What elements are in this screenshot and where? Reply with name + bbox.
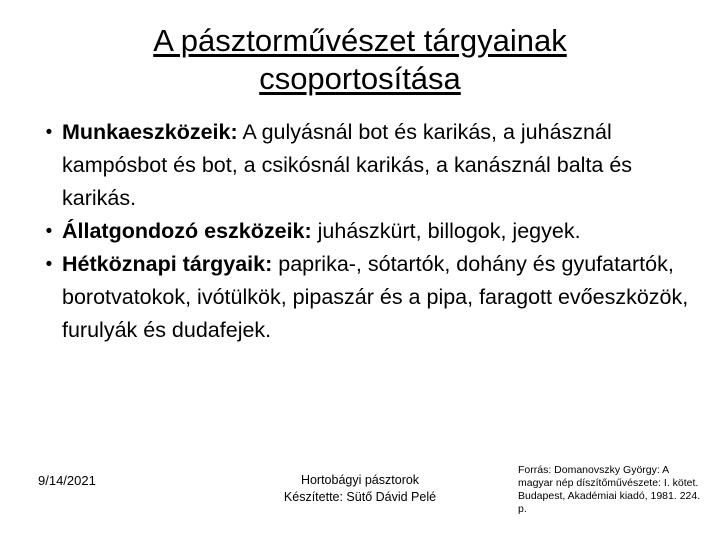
content-body [0, 116, 720, 347]
list-item-rest: A gulyásnál bot és karikás, a juhásznál kampósbot és bot, a csikósnál karikás, a kanásznál balta és karikás. [62, 120, 633, 210]
list-item-text [62, 215, 694, 248]
list-item-text [62, 116, 694, 215]
footer-center-line-2: Készítette: Sütő Dávid Pelé [283, 490, 437, 504]
list-item-lead: Hétköznapi tárgyaik: [62, 252, 273, 276]
bullet-icon: • [45, 254, 53, 275]
footer-date: 9/14/2021 [38, 473, 96, 488]
bullet-icon: • [45, 122, 53, 143]
slide-footer [0, 464, 720, 526]
bullet-icon: • [45, 221, 53, 242]
footer-source: Forrás: Domanovszky György: A magyar nép díszítőművészete: I. kötet. Budapest, Akadémiai kiadó, 1981. 224. p. [518, 464, 701, 515]
list-item [36, 248, 694, 347]
list-item [36, 215, 694, 248]
list-item-rest: juhászkürt, billogok, jegyek. [311, 219, 581, 243]
title-line-2: csoportosítása [259, 61, 461, 96]
list-item [36, 116, 694, 215]
footer-center-line-1: Hortobágyi pásztorok [300, 473, 420, 487]
list-item-text [62, 248, 694, 347]
list-item-rest: paprika-, sótartók, dohány és gyufatartók, borotvatokok, ivótülkök, pipaszár és a pipa, faragott evőeszközök, furulyák és dudafejek. [62, 252, 689, 342]
title-line-1: A pásztorművészet tárgyainak [153, 23, 567, 58]
page-title [0, 0, 720, 98]
list-item-lead: Állatgondozó eszközeik: [62, 219, 312, 243]
list-item-lead: Munkaeszközeik: [62, 120, 238, 144]
